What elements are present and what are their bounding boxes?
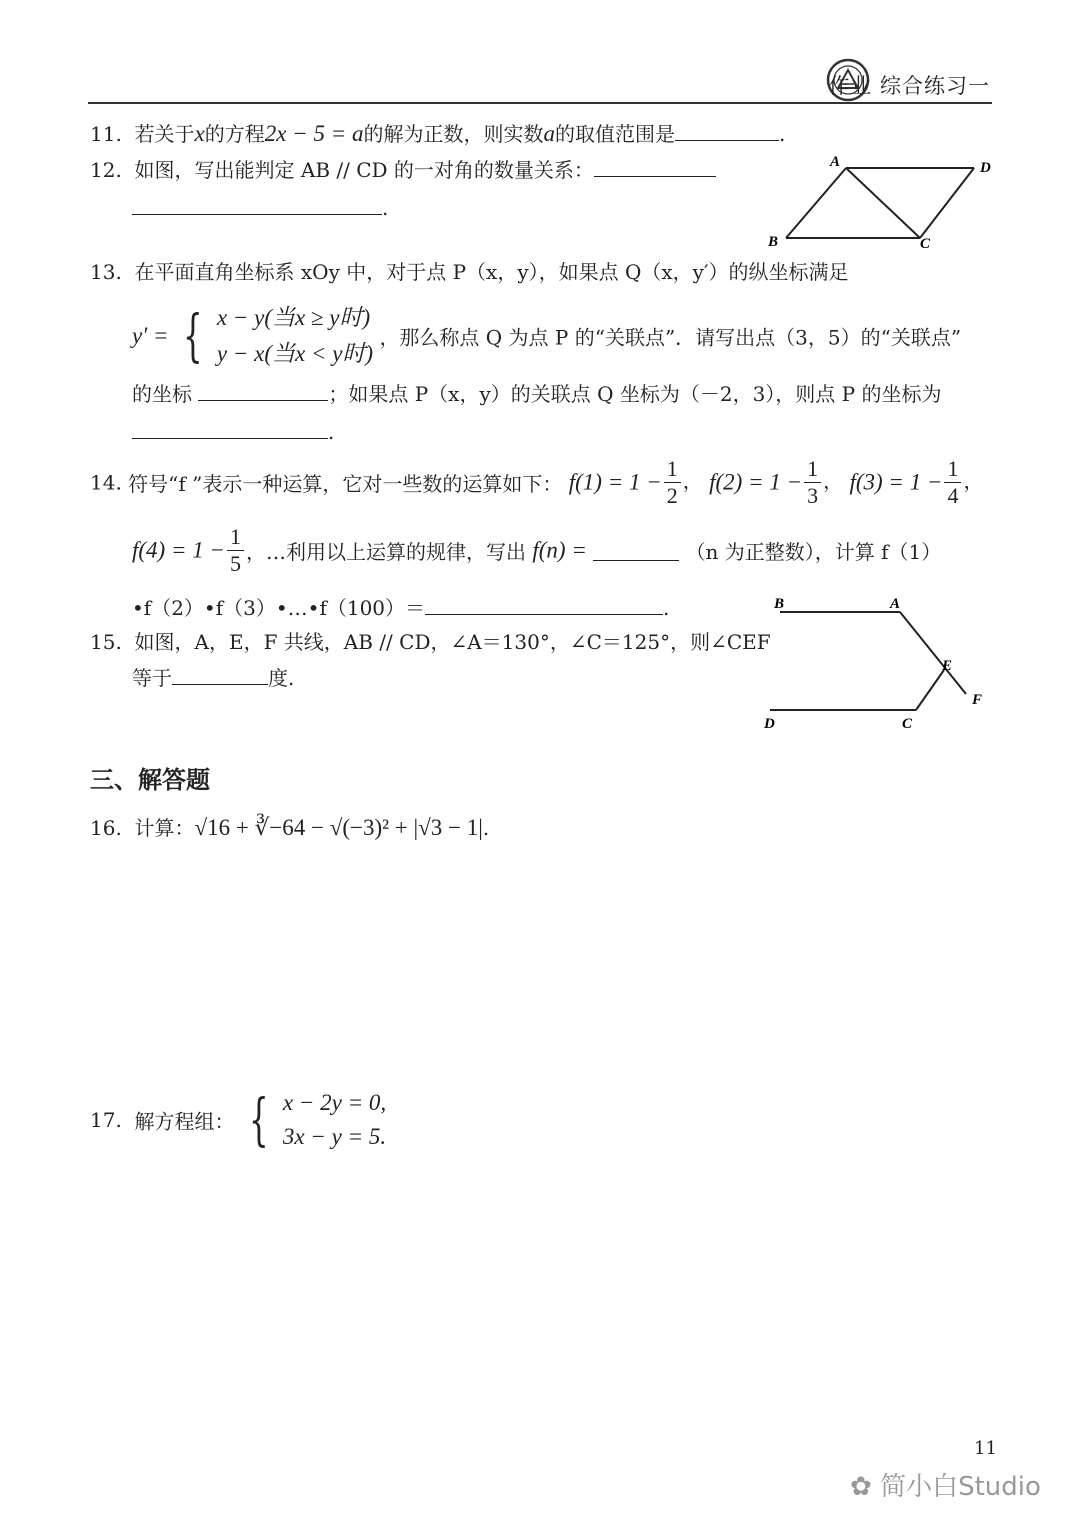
question-number: 16.	[90, 816, 122, 840]
question-number: 17.	[90, 1108, 122, 1132]
question-number: 12.	[90, 158, 122, 182]
question-15: 15. 如图，A，E，F 共线，AB // CD，∠A＝130°，∠C＝125°，则∠CEF	[90, 630, 771, 654]
wechat-icon: ✿	[850, 1472, 872, 1502]
label-F: F	[972, 692, 983, 708]
answer-blank[interactable]	[675, 120, 779, 141]
q15-parallel-lines-figure	[756, 590, 996, 735]
label-A: A	[830, 154, 841, 170]
line-AEF	[900, 612, 966, 694]
question-number: 11.	[90, 122, 122, 146]
header-title: 作业 综合练习一	[828, 74, 990, 98]
question-16: 16. 计算：√16 + ∛−64 − √(−3)² + |√3 − 1|.	[90, 815, 490, 840]
segment-AC	[846, 168, 920, 238]
answer-blank[interactable]	[425, 594, 663, 615]
question-number: 15.	[90, 630, 122, 654]
question-14-line2: f(4) = 1 − $\frac{1}{5}$ ，…利用以上运算的规律，写出 f(n) = （n 为正整数），计算 f（1）	[132, 524, 942, 576]
question-13-line3: 的坐标 ；如果点 P（x，y）的关联点 Q 坐标为（－2，3），则点 P 的坐标为	[132, 382, 942, 406]
question-17: 17. 解方程组： { x − 2y = 0, 3x − y = 5.	[90, 1087, 387, 1153]
answer-blank[interactable]	[132, 194, 382, 215]
question-12: 12. 如图，写出能判定 AB // CD 的一对角的数量关系：	[90, 156, 716, 184]
label-D: D	[764, 716, 775, 732]
answer-blank[interactable]	[198, 380, 328, 401]
section-title: 三、解答题	[90, 766, 210, 794]
line-CE	[916, 670, 944, 710]
label-B: B	[774, 596, 785, 612]
question-number: 13.	[90, 260, 122, 284]
segment-DC	[920, 168, 974, 238]
label-D: D	[980, 160, 991, 176]
question-14: 14. 符号“f ”表示一种运算，它对一些数的运算如下： f(1) = 1 − $\frac{1}{2}$ ， f(2) = 1 − $\frac{1}{3}$ ， f(3) = 1 − $\frac{1}{4}$ ，	[90, 456, 984, 508]
answer-blank[interactable]	[593, 540, 679, 561]
label-A: A	[890, 596, 901, 612]
left-brace: {	[248, 1087, 269, 1153]
question-13: 13. 在平面直角坐标系 xOy 中，对于点 P（x，y），如果点 Q（x，y′）的纵坐标满足	[90, 260, 849, 284]
label-C: C	[920, 236, 931, 252]
expression: √16 + ∛−64 − √(−3)² + |√3 − 1|	[194, 815, 483, 840]
header-divider	[88, 102, 992, 104]
answer-blank[interactable]	[132, 418, 328, 439]
question-12-line2: .	[132, 194, 388, 222]
q12-parallelogram-figure	[760, 150, 1000, 255]
answer-blank[interactable]	[594, 156, 716, 177]
answer-blank[interactable]	[172, 664, 268, 685]
question-11: 11. 若关于x的方程2x − 5 = a的解为正数，则实数a的取值范围是 .	[90, 121, 786, 146]
page-number: 11	[974, 1438, 997, 1459]
left-brace: {	[182, 303, 203, 369]
question-15-line2: 等于 度.	[132, 666, 295, 690]
label-C: C	[902, 716, 913, 732]
question-14-line3: •f（2）•f（3）•…•f（100）＝ .	[132, 596, 670, 620]
label-E: E	[942, 658, 953, 674]
question-number: 14.	[90, 470, 122, 495]
question-13-line4: .	[132, 418, 334, 446]
label-B: B	[768, 234, 779, 250]
question-13-cases: y′ = { x − y(当x ≥ y时) y − x(当x < y时) ，那么称点 Q 为点 P 的“关联点”．请写出点（3，5）的“关联点”	[132, 303, 962, 369]
segment-AB	[786, 168, 846, 238]
watermark: ✿ 简小白Studio	[850, 1472, 1041, 1502]
